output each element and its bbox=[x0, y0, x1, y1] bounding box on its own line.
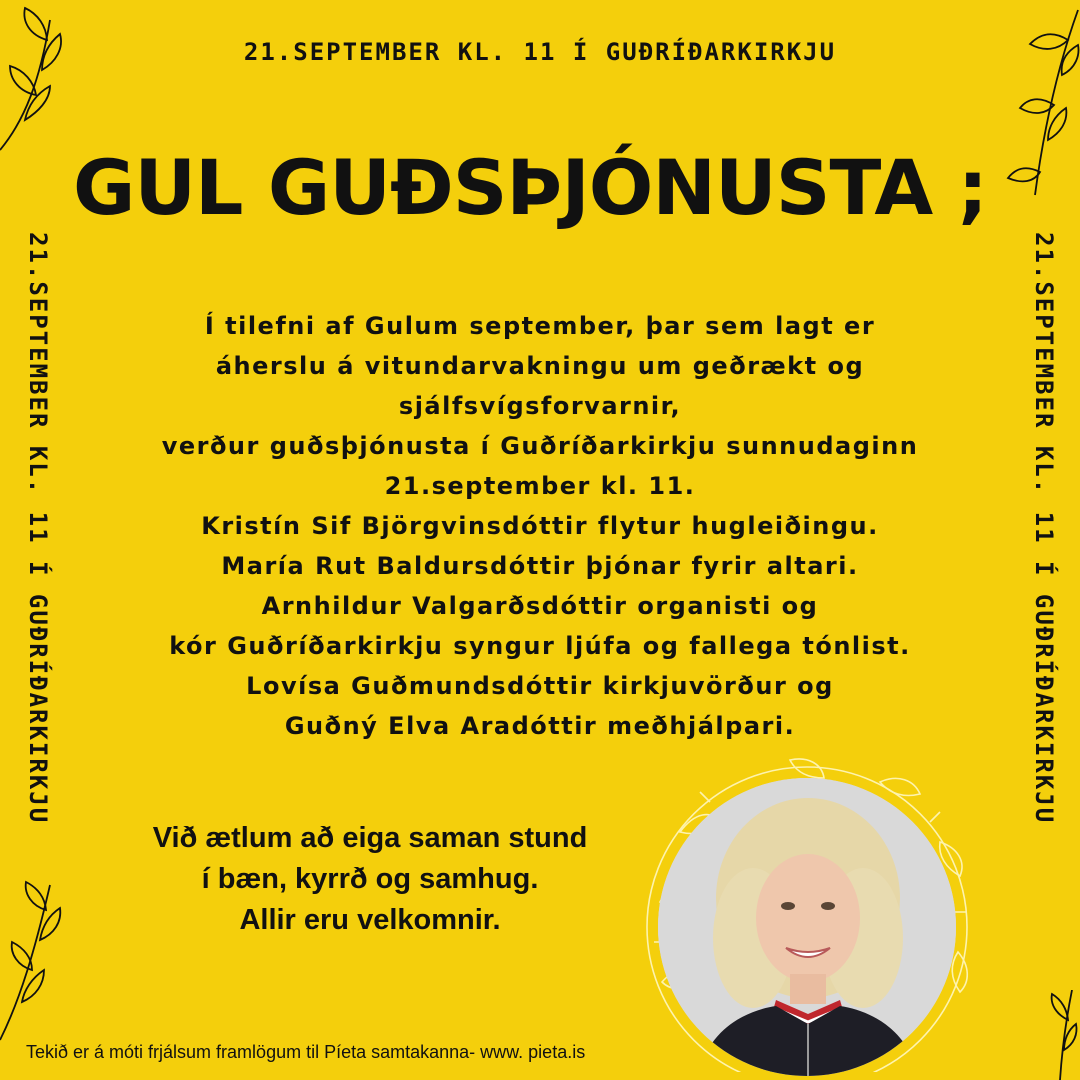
body-line: Lovísa Guðmundsdóttir kirkjuvörður og bbox=[246, 672, 834, 700]
closing-line: Við ætlum að eiga saman stund bbox=[152, 822, 588, 854]
portrait-image bbox=[658, 778, 956, 1076]
announcement-body bbox=[100, 306, 980, 746]
body-line: Kristín Sif Björgvinsdóttir flytur hugleiðingu. bbox=[201, 512, 879, 540]
side-date-right: 21.SEPTEMBER KL. 11 Í GUÐRÍÐARKIRKJU bbox=[1030, 232, 1058, 825]
body-line: Í tilefni af Gulum september, þar sem lagt er bbox=[204, 312, 876, 340]
page-title: GUL GUÐSÞJÓNUSTA ; bbox=[72, 143, 988, 232]
closing-line: Allir eru velkomnir. bbox=[239, 904, 501, 936]
body-line: Guðný Elva Aradóttir meðhjálpari. bbox=[284, 712, 796, 740]
body-line: 21.september kl. 11. bbox=[384, 472, 696, 500]
portrait-photo bbox=[658, 778, 956, 1076]
body-line: Arnhildur Valgarðsdóttir organisti og bbox=[261, 592, 819, 620]
body-line: María Rut Baldursdóttir þjónar fyrir altari. bbox=[221, 552, 859, 580]
body-line: sjálfsvígsforvarnir, bbox=[398, 392, 682, 420]
body-line: verður guðsþjónusta í Guðríðarkirkju sunnudaginn bbox=[161, 432, 919, 460]
closing-line: í bæn, kyrrð og samhug. bbox=[201, 863, 539, 895]
closing-message bbox=[110, 818, 630, 941]
leaf-branch-icon bbox=[0, 0, 70, 160]
body-line: áherslu á vitundarvakningu um geðrækt og bbox=[215, 352, 865, 380]
body-line: kór Guðríðarkirkju syngur ljúfa og fallega tónlist. bbox=[169, 632, 911, 660]
side-date-left: 21.SEPTEMBER KL. 11 Í GUÐRÍÐARKIRKJU bbox=[24, 232, 52, 825]
leaf-branch-icon bbox=[0, 880, 70, 1050]
portrait-frame bbox=[640, 752, 980, 1072]
donation-footer: Tekið er á móti frjálsum framlögum til Píeta samtakanna- www. pieta.is bbox=[26, 1042, 586, 1062]
leaf-branch-icon bbox=[1040, 990, 1080, 1080]
date-header: 21.SEPTEMBER KL. 11 Í GUÐRÍÐARKIRKJU bbox=[243, 38, 837, 66]
